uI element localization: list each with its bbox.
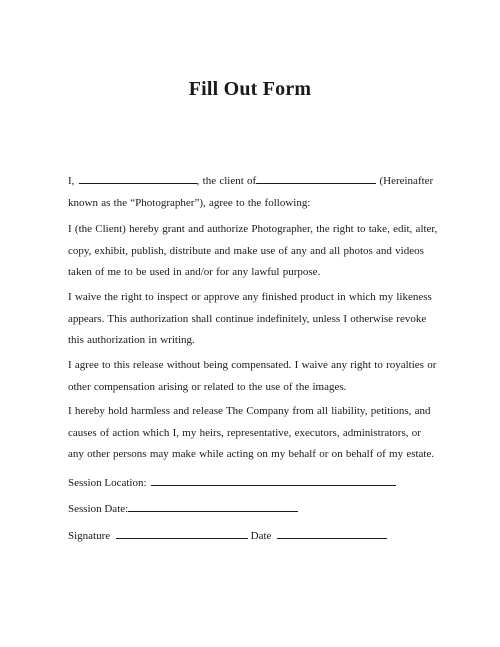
grant-paragraph (68, 219, 440, 284)
date-blank[interactable] (277, 527, 387, 539)
session-date-label: Session Date: (68, 503, 129, 515)
photographer-name-blank[interactable] (256, 172, 376, 184)
signature-blank[interactable] (116, 527, 248, 539)
session-date-blank[interactable] (128, 500, 298, 512)
client-name-blank[interactable] (79, 172, 197, 184)
session-date-row (68, 500, 298, 517)
signature-label: Signature (68, 530, 111, 542)
session-location-blank[interactable] (151, 474, 396, 486)
form-title: Fill Out Form (188, 78, 312, 100)
grant-paragraph-text: I (the Client) hereby grant and authorize Photographer, the right to take, edit, alter, copy, exhibit, publish, distribute and make use of any and all photos and videos taken of me to be used in and/or for any lawful purpose. (68, 223, 438, 278)
date-label: Date (250, 530, 272, 542)
intro-middle: , the client of (196, 175, 257, 187)
signature-row (68, 527, 387, 544)
waiver-paragraph-text: I waive the right to inspect or approve any finished product in which my likeness appears. This authorization shall continue indefinitely, unless I otherwise revoke this authorization in writing. (68, 291, 432, 346)
session-location-label: Session Location: (68, 477, 147, 489)
waiver-paragraph (68, 287, 440, 352)
intro-suffix: (Hereinafter known as the “Photographer”), agree to the following: (68, 175, 434, 209)
intro-paragraph (68, 171, 440, 214)
liability-paragraph-text: I hereby hold harmless and release The Company from all liability, petitions, and causes of action which I, my heirs, representative, executors, administrators, or any other persons may make while acting on my behalf or on behalf of my estate. (68, 405, 435, 460)
session-location-row (68, 474, 396, 491)
compensation-paragraph (68, 355, 440, 398)
liability-paragraph (68, 401, 440, 466)
intro-prefix: I, (68, 175, 75, 187)
compensation-paragraph-text: I agree to this release without being compensated. I waive any right to royalties or other compensation arising or related to the use of the images. (68, 359, 437, 393)
